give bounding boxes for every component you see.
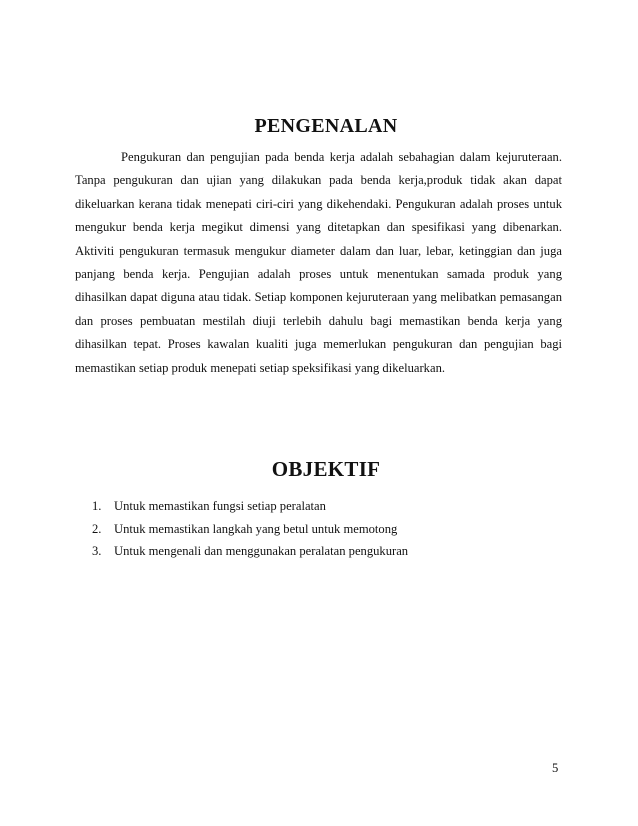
objective-item [92, 497, 542, 520]
objective-number: 2. [92, 521, 102, 536]
objectives-list [92, 497, 542, 565]
introduction-paragraph: Pengukuran dan pengujian pada benda kerja adalah sebahagian dalam kejuruteraan. Tanpa pengukuran dan ujian yang dilakukan pada benda kerja,produk tidak akan dapat dikeluarkan kerana tidak menepati ciri-ciri yang dikehendaki. Pengukuran adalah proses untuk mengukur benda kerja megikut dimensi yang ditetapkan dan spesifikasi yang dibenarkan. Aktiviti pengukuran termasuk mengukur diameter dalam dan luar, lebar, ketinggian dan juga panjang benda kerja. Pengujian adalah proses untuk menentukan samada produk yang dihasilkan dapat diguna atau tidak. Setiap komponen kejuruteraan yang melibatkan pemasangan dan proses pembuatan mestilah diuji terlebih dahulu bagi memastikan benda kerja yang dihasilkan tepat. Proses kawalan kualiti juga memerlukan pengukuran dan pengujian bagi memastikan setiap produk menepati setiap speksifikasi yang dikeluarkan. [75, 150, 562, 375]
page-number: 5 [552, 761, 559, 775]
objectives-heading: OBJEKTIF [271, 457, 381, 481]
introduction-heading: PENGENALAN [254, 115, 398, 137]
objective-number: 3. [92, 544, 102, 558]
objective-text: Untuk memastikan fungsi setiap peralatan [114, 499, 326, 513]
objective-number: 1. [92, 499, 102, 513]
objective-text: Untuk memastikan langkah yang betul untuk memotong [114, 521, 398, 536]
objective-item [92, 542, 542, 565]
objective-text: Untuk mengenali dan menggunakan peralatan pengukuran [114, 544, 409, 558]
objective-item [92, 520, 542, 543]
